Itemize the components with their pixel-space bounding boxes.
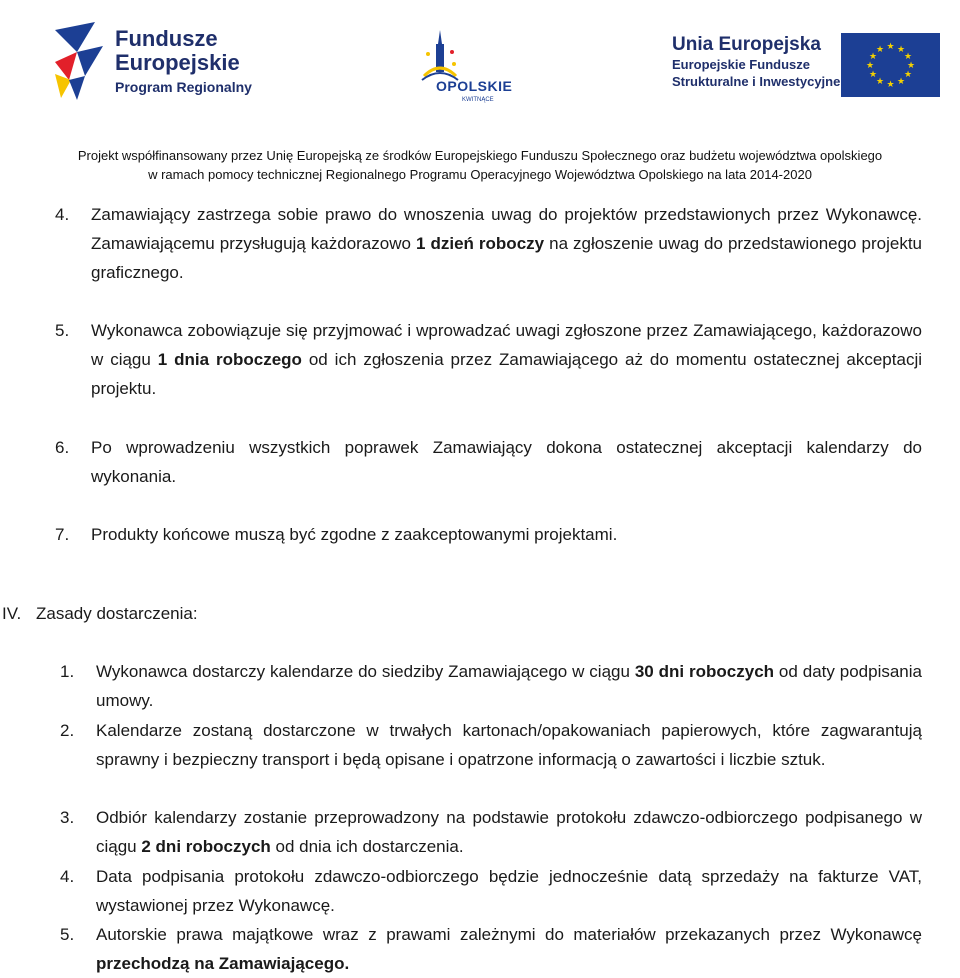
- page-header: [0, 0, 960, 182]
- item-text: Wykonawca dostarczy kalendarze do siedziby Zamawiającego w ciągu: [96, 662, 635, 681]
- list-a-number: 4.: [55, 205, 70, 224]
- cofinance-note: [0, 146, 960, 184]
- list-b-item: [96, 803, 922, 861]
- item-text: od daty podpisania umowy.: [96, 662, 922, 710]
- list-b-number: 5.: [60, 925, 75, 944]
- list-b-item: [96, 657, 922, 715]
- svg-text:★: ★: [868, 52, 878, 62]
- item-bold: 1 dzień roboczy: [415, 234, 545, 253]
- item-bold: przechodzą na Zamawiającego.: [96, 954, 350, 973]
- item-text: od dnia ich dostarczenia.: [270, 837, 464, 856]
- cofinance-line2: w ramach pomocy technicznej Regionalnego Programu Operacyjnego Województwa Opolskiego na lata 2014-2020: [148, 167, 812, 182]
- list-a-number: 6.: [55, 438, 70, 457]
- svg-text:★: ★: [865, 61, 875, 71]
- svg-text:★: ★: [896, 45, 906, 55]
- list-b-number: 3.: [60, 808, 75, 827]
- list-a-item: [91, 316, 922, 403]
- ue-logo-line1: Unia Europejska: [672, 34, 821, 55]
- item-text: od ich zgłoszenia przez Zamawiającego aż do momentu ostatecznej akceptacji projektu.: [91, 350, 922, 398]
- list-a-item: Produkty końcowe muszą być zgodne z zaakceptowanymi projektami.: [91, 525, 618, 544]
- fe-logo-line1: Fundusze: [115, 26, 218, 51]
- opolskie-logo: [400, 30, 515, 103]
- fundusze-europejskie-logo: [55, 18, 265, 100]
- section-number: IV.: [2, 604, 22, 623]
- item-text: Wykonawca zobowiązuje się przyjmować i wprowadzać uwagi zgłoszone przez Zamawiającego, każdorazowo w ciągu: [91, 321, 922, 369]
- fe-star-mark-icon: [55, 18, 103, 100]
- ue-logo-line3: Strukturalne i Inwestycyjne: [672, 74, 841, 89]
- svg-text:★: ★: [886, 80, 895, 90]
- list-b-item: Kalendarze zostaną dostarczone w trwałych kartonach/opakowaniach papierowych, które zagwarantują sprawny i bezpieczny transport i będą opisane i opatrzone informacją o zawartości i liczbie sztuk.: [96, 721, 922, 769]
- opolskie-name: OPOLSKIE: [436, 78, 513, 94]
- list-a-item: Po wprowadzeniu wszystkich poprawek Zamawiający dokona ostatecznej akceptacji kalendarzy do wykonania.: [91, 438, 922, 486]
- list-b-item: Data podpisania protokołu zdawczo-odbiorczego będzie jednocześnie datą sprzedaży na fakturze VAT, wystawionej przez Wykonawcę.: [96, 867, 922, 915]
- list-a-item: [91, 200, 922, 287]
- item-bold: 2 dni roboczych: [141, 837, 271, 856]
- list-b-item: [96, 920, 922, 978]
- item-bold: 1 dnia roboczego: [157, 350, 302, 369]
- item-text: na zgłoszenie uwag do przedstawionego projektu graficznego.: [91, 234, 923, 282]
- item-text: Zamawiający zastrzega sobie prawo do wnoszenia uwag do projektów przedstawionych przez Wykonawcę. Zamawiającemu przysługują każdorazowo: [91, 205, 922, 253]
- svg-text:★: ★: [875, 77, 885, 87]
- svg-text:★: ★: [896, 77, 906, 87]
- svg-text:★: ★: [903, 52, 913, 62]
- svg-text:★: ★: [886, 42, 895, 52]
- list-a-number: 7.: [55, 525, 70, 544]
- fe-logo-line2: Europejskie: [115, 50, 240, 75]
- fe-logo-line3: Program Regionalny: [115, 79, 252, 95]
- opolskie-sub: KWITNĄCE: [462, 97, 494, 103]
- item-text: Autorskie prawa majątkowe wraz z prawami zależnymi do materiałów przekazanych przez Wykonawcę: [96, 925, 922, 944]
- cofinance-line1: Projekt współfinansowany przez Unię Europejską ze środków Europejskiego Funduszu Społecznego oraz budżetu województwa opolskiego: [77, 148, 883, 163]
- item-bold: 30 dni roboczych: [634, 662, 775, 681]
- list-a-number: 5.: [55, 321, 70, 340]
- list-b-number: 2.: [60, 721, 75, 740]
- svg-text:★: ★: [875, 45, 885, 55]
- ue-logo-line2: Europejskie Fundusze: [672, 57, 810, 72]
- svg-text:★: ★: [903, 70, 913, 80]
- section-title: Zasady dostarczenia:: [36, 604, 198, 623]
- unia-europejska-logo: [672, 35, 942, 97]
- list-b-number: 1.: [60, 662, 75, 681]
- eu-flag-icon: [841, 33, 940, 97]
- svg-text:★: ★: [868, 70, 878, 80]
- svg-text:★: ★: [906, 61, 916, 71]
- item-text: Odbiór kalendarzy zostanie przeprowadzony na podstawie protokołu zdawczo-odbiorczego podpisanego w ciągu: [96, 808, 922, 856]
- list-b-number: 4.: [60, 867, 75, 886]
